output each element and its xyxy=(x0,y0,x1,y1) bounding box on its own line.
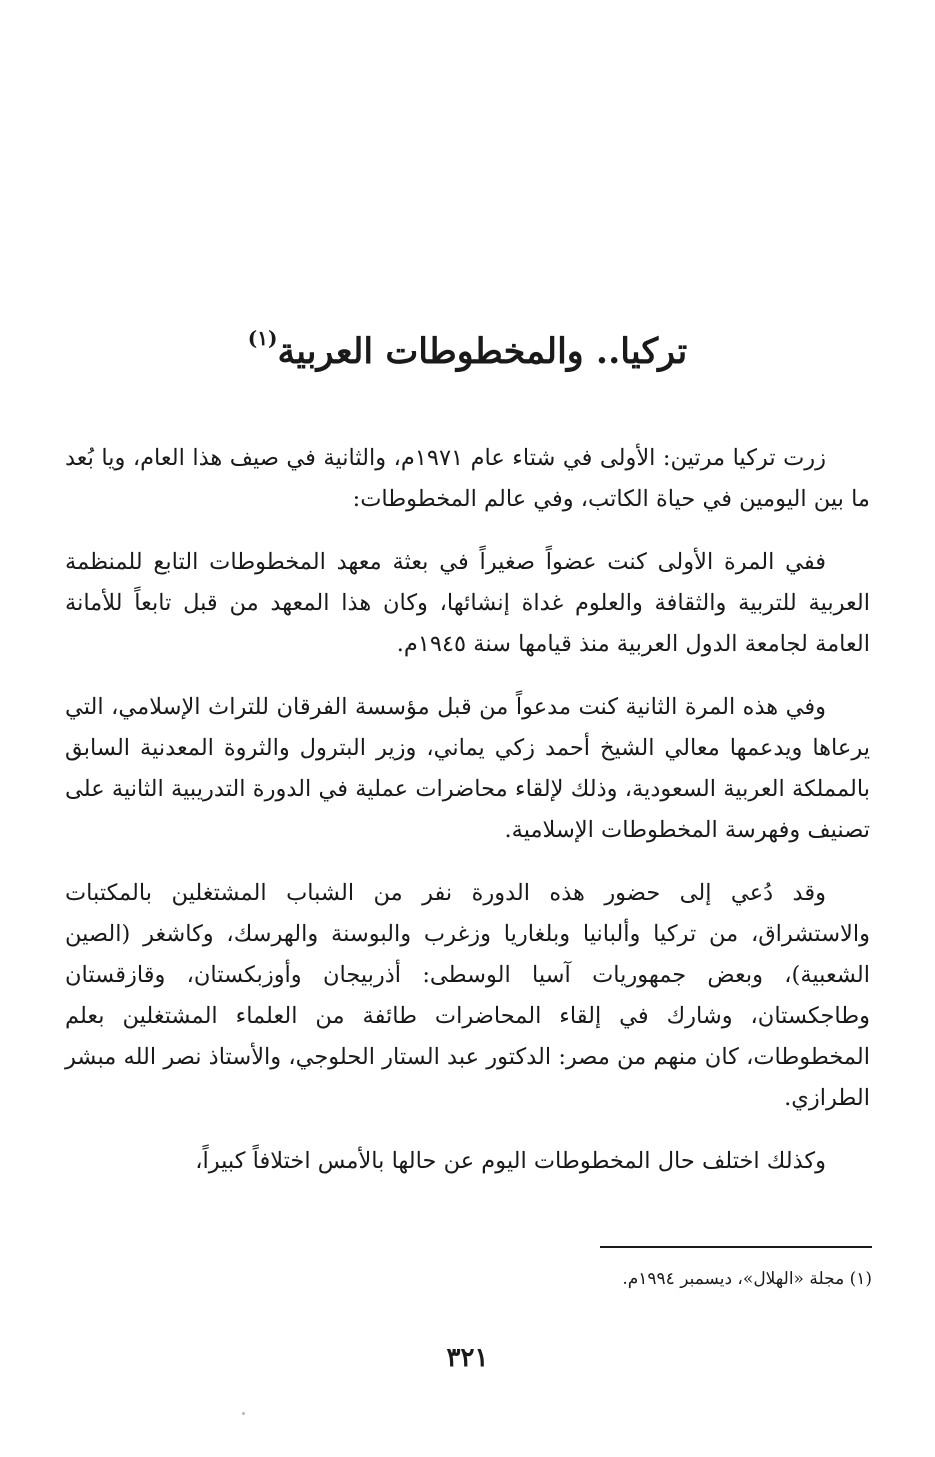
paragraph-3: وفي هذه المرة الثانية كنت مدعواً من قبل مؤسسة الفرقان للتراث الإسلامي، التي يرعاها ويدعمها معالي الشيخ أحمد زكي يماني، وزير البترول والثروة المعدنية السابق بالمملكة العربية السعودية، وذلك لإلقاء محاضرات عملية في الدورة التدريبية الثانية على تصنيف وفهرسة المخطوطات الإسلامية. xyxy=(65,694,870,843)
paragraph-5: وكذلك اختلف حال المخطوطات اليوم عن حالها بالأمس اختلافاً كبيراً، xyxy=(195,1148,826,1174)
page-number: ٣٢١ xyxy=(446,1343,489,1373)
footnote: (١) مجلة «الهلال»، ديسمبر ١٩٩٤م. xyxy=(622,1269,872,1289)
footnote-divider xyxy=(600,1246,872,1248)
title-footnote-ref: (١) xyxy=(247,326,278,351)
chapter-title xyxy=(150,328,785,376)
chapter-title-text: تركيا.. والمخطوطات العربية xyxy=(277,331,688,373)
scan-speck xyxy=(242,1412,245,1415)
paragraph-4: وقد دُعي إلى حضور هذه الدورة نفر من الشباب المشتغلين بالمكتبات والاستشراق، من تركيا وألبانيا وبلغاريا وزغرب والبوسنة والهرسك، وكاشغر (الصين الشعبية)، وبعض جمهوريات آسيا الوسطى: أذربيجان وأوزبكستان، وقازقستان وطاجكستان، وشارك في إلقاء المحاضرات طائفة من العلماء المشتغلين بعلم المخطوطات، كان منهم من مصر: الدكتور عبد الستار الحلوجي، والأستاذ نصر الله مبشر الطرازي. xyxy=(65,880,870,1111)
paragraph-1: زرت تركيا مرتين: الأولى في شتاء عام ١٩٧١م، والثانية في صيف هذا العام، ويا بُعد ما بين اليومين في حياة الكاتب، وفي عالم المخطوطات: xyxy=(65,445,870,512)
body-text xyxy=(65,438,870,1182)
paragraph-2: ففي المرة الأولى كنت عضواً صغيراً في بعثة معهد المخطوطات التابع للمنظمة العربية للتربية والثقافة والعلوم غداة إنشائها، وكان هذا المعهد من قبل تابعاً للأمانة العامة لجامعة الدول العربية منذ قيامها سنة ١٩٤٥م. xyxy=(65,549,870,657)
